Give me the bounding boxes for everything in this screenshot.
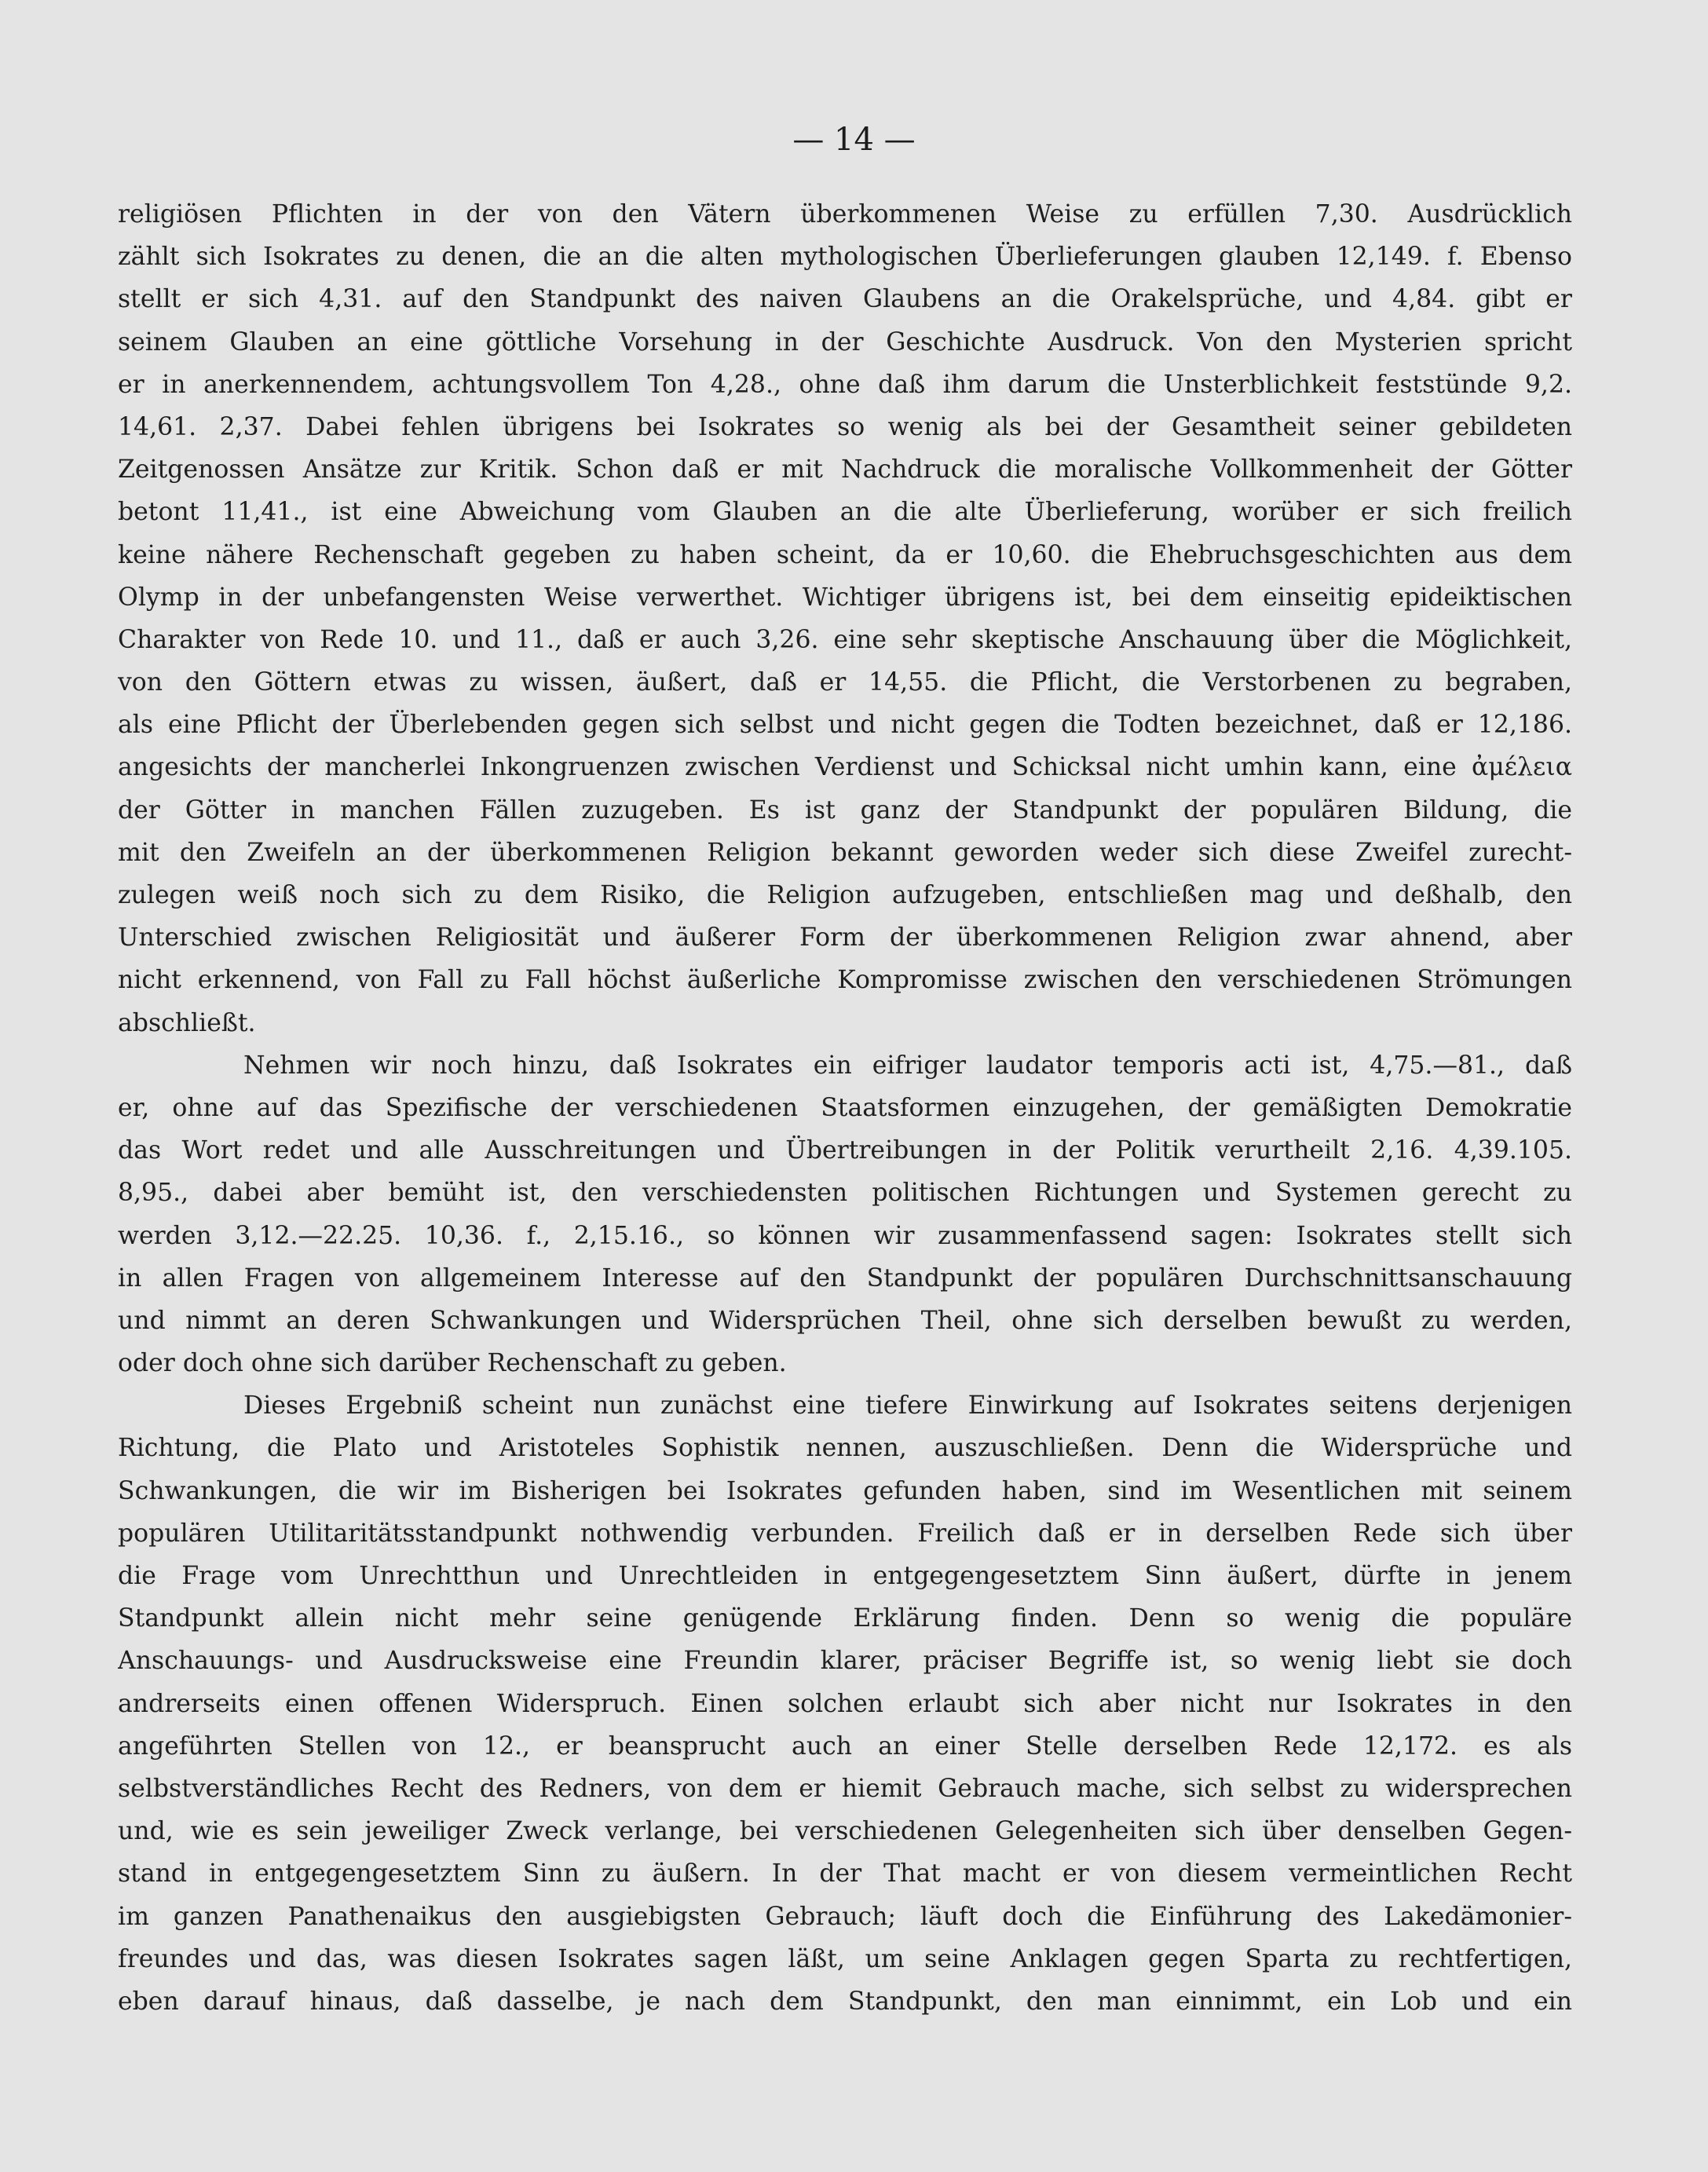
- text-line: Dieses Ergebniß scheint nun zunächst eine tiefere Einwirkung auf Isokrates seitens derjenigen: [243, 1391, 1572, 1421]
- text-line: und, wie es sein jeweiliger Zweck verlange, bei verschiedenen Gelegenheiten sich über denselben Gegen-: [118, 1817, 1572, 1846]
- text-line: zulegen weiß noch sich zu dem Risiko, die Religion aufzugeben, entschließen mag und deßhalb, den: [118, 881, 1572, 909]
- text-line: abschließt.: [118, 1008, 256, 1037]
- text-line: angeführten Stellen von 12., er beansprucht auch an einer Stelle derselben Rede 12,172. es als: [118, 1731, 1572, 1761]
- text-line: er in anerkennendem, achtungsvollem Ton 4,28., ohne daß ihm darum die Unsterblichkeit feststünde 9,2.: [118, 370, 1572, 399]
- text-line: oder doch ohne sich darüber Rechenschaft zu geben.: [118, 1349, 787, 1378]
- text-line: eben darauf hinaus, daß dasselbe, je nach dem Standpunkt, den man einnimmt, ein Lob und ein: [118, 1987, 1572, 2016]
- text-line: die Frage vom Unrechtthun und Unrechtleiden in entgegengesetztem Sinn äußert, dürfte in jenem: [118, 1562, 1572, 1590]
- text-line: mit den Zweifeln an der überkommenen Religion bekannt geworden weder sich diese Zweifel zurecht-: [118, 838, 1572, 867]
- text-line: selbstverständliches Recht des Redners, von dem er hiemit Gebrauch mache, sich selbst zu widersprechen: [118, 1774, 1572, 1803]
- text-line: populären Utilitaritätsstandpunkt nothwendig verbunden. Freilich daß er in derselben Rede sich über: [118, 1519, 1572, 1548]
- text-line: in allen Fragen von allgemeinem Interesse auf den Standpunkt der populären Durchschnittsanschauung: [118, 1263, 1572, 1293]
- text-line: zählt sich Isokrates zu denen, die an die alten mythologischen Überlieferungen glauben 12,149. f. Ebenso: [118, 243, 1572, 272]
- text-line: religiösen Pflichten in der von den Vätern überkommenen Weise zu erfüllen 7,30. Ausdrücklich: [118, 200, 1572, 229]
- paragraph: [118, 1384, 1572, 2023]
- text-line: Richtung, die Plato und Aristoteles Sophistik nennen, auszuschließen. Denn die Widersprüche und: [118, 1434, 1572, 1463]
- text-line: 14,61. 2,37. Dabei fehlen übrigens bei Isokrates so wenig als bei der Gesamtheit seiner gebildeten: [118, 412, 1572, 441]
- text-line: er, ohne auf das Spezifische der verschiedenen Staatsformen einzugehen, der gemäßigten Demokratie: [118, 1093, 1572, 1122]
- text-line: betont 11,41., ist eine Abweichung vom Glauben an die alte Überlieferung, worüber er sich freilich: [118, 498, 1572, 527]
- text-line: angesichts der mancherlei Inkongruenzen zwischen Verdienst und Schicksal nicht umhin kann, eine ἀμέλεια: [118, 753, 1572, 782]
- text-line: freundes und das, was diesen Isokrates sagen läßt, um seine Anklagen gegen Sparta zu rechtfertigen,: [118, 1944, 1572, 1973]
- text-line: der Götter in manchen Fällen zuzugeben. Es ist ganz der Standpunkt der populären Bildung, die: [118, 795, 1572, 825]
- text-line: seinem Glauben an eine göttliche Vorsehung in der Geschichte Ausdruck. Von den Mysterien spricht: [118, 327, 1572, 357]
- text-line: andrerseits einen offenen Widerspruch. Einen solchen erlaubt sich aber nicht nur Isokrates in den: [118, 1689, 1572, 1718]
- text-line: keine nähere Rechenschaft gegeben zu haben scheint, da er 10,60. die Ehebruchsgeschichten aus dem: [118, 540, 1572, 569]
- text-line: werden 3,12.—22.25. 10,36. f., 2,15.16., so können wir zusammenfassend sagen: Isokrates stellt sich: [118, 1221, 1572, 1250]
- text-line: im ganzen Panathenaikus den ausgiebigsten Gebrauch; läuft doch die Einführung des Lakedämonier-: [118, 1902, 1572, 1931]
- page-number: — 14 —: [792, 122, 916, 158]
- paragraph: [118, 193, 1572, 1044]
- text-line: stellt er sich 4,31. auf den Standpunkt des naiven Glaubens an die Orakelsprüche, und 4,84. gibt er: [118, 285, 1572, 314]
- text-line: Zeitgenossen Ansätze zur Kritik. Schon daß er mit Nachdruck die moralische Vollkommenheit der Götter: [118, 455, 1572, 484]
- text-line: Olymp in der unbefangensten Weise verwerthet. Wichtiger übrigens ist, bei dem einseitig epideiktischen: [118, 583, 1572, 612]
- text-line: Schwankungen, die wir im Bisherigen bei Isokrates gefunden haben, sind im Wesentlichen mit seinem: [118, 1476, 1572, 1505]
- text-line: von den Göttern etwas zu wissen, äußert, daß er 14,55. die Pflicht, die Verstorbenen zu begraben,: [118, 668, 1572, 697]
- text-line: und nimmt an deren Schwankungen und Widersprüchen Theil, ohne sich derselben bewußt zu werden,: [118, 1306, 1572, 1335]
- text-line: 8,95., dabei aber bemüht ist, den verschiedensten politischen Richtungen und Systemen gerecht zu: [118, 1179, 1572, 1208]
- text-line: Nehmen wir noch hinzu, daß Isokrates ein eifriger laudator temporis acti ist, 4,75.—81., daß: [243, 1051, 1572, 1080]
- paragraph: [118, 1044, 1572, 1385]
- body-text: [118, 193, 1572, 2023]
- text-line: Standpunkt allein nicht mehr seine genügende Erklärung finden. Denn so wenig die populäre: [118, 1604, 1572, 1633]
- text-line: Unterschied zwischen Religiosität und äußerer Form der überkommenen Religion zwar ahnend, aber: [118, 923, 1572, 953]
- text-line: das Wort redet und alle Ausschreitungen und Übertreibungen in der Politik verurtheilt 2,16. 4,39.105.: [118, 1136, 1572, 1165]
- text-line: als eine Pflicht der Überlebenden gegen sich selbst und nicht gegen die Todten bezeichnet, daß er 12,186.: [118, 711, 1572, 740]
- text-line: Anschauungs- und Ausdrucksweise eine Freundin klarer, präciser Begriffe ist, so wenig liebt sie doch: [118, 1647, 1572, 1676]
- text-line: nicht erkennend, von Fall zu Fall höchst äußerliche Kompromisse zwischen den verschiedenen Strömungen: [118, 966, 1572, 995]
- text-line: stand in entgegengesetztem Sinn zu äußern. In der That macht er von diesem vermeintlichen Recht: [118, 1859, 1572, 1889]
- text-line: Charakter von Rede 10. und 11., daß er auch 3,26. eine sehr skeptische Anschauung über die Möglichkeit,: [118, 625, 1572, 654]
